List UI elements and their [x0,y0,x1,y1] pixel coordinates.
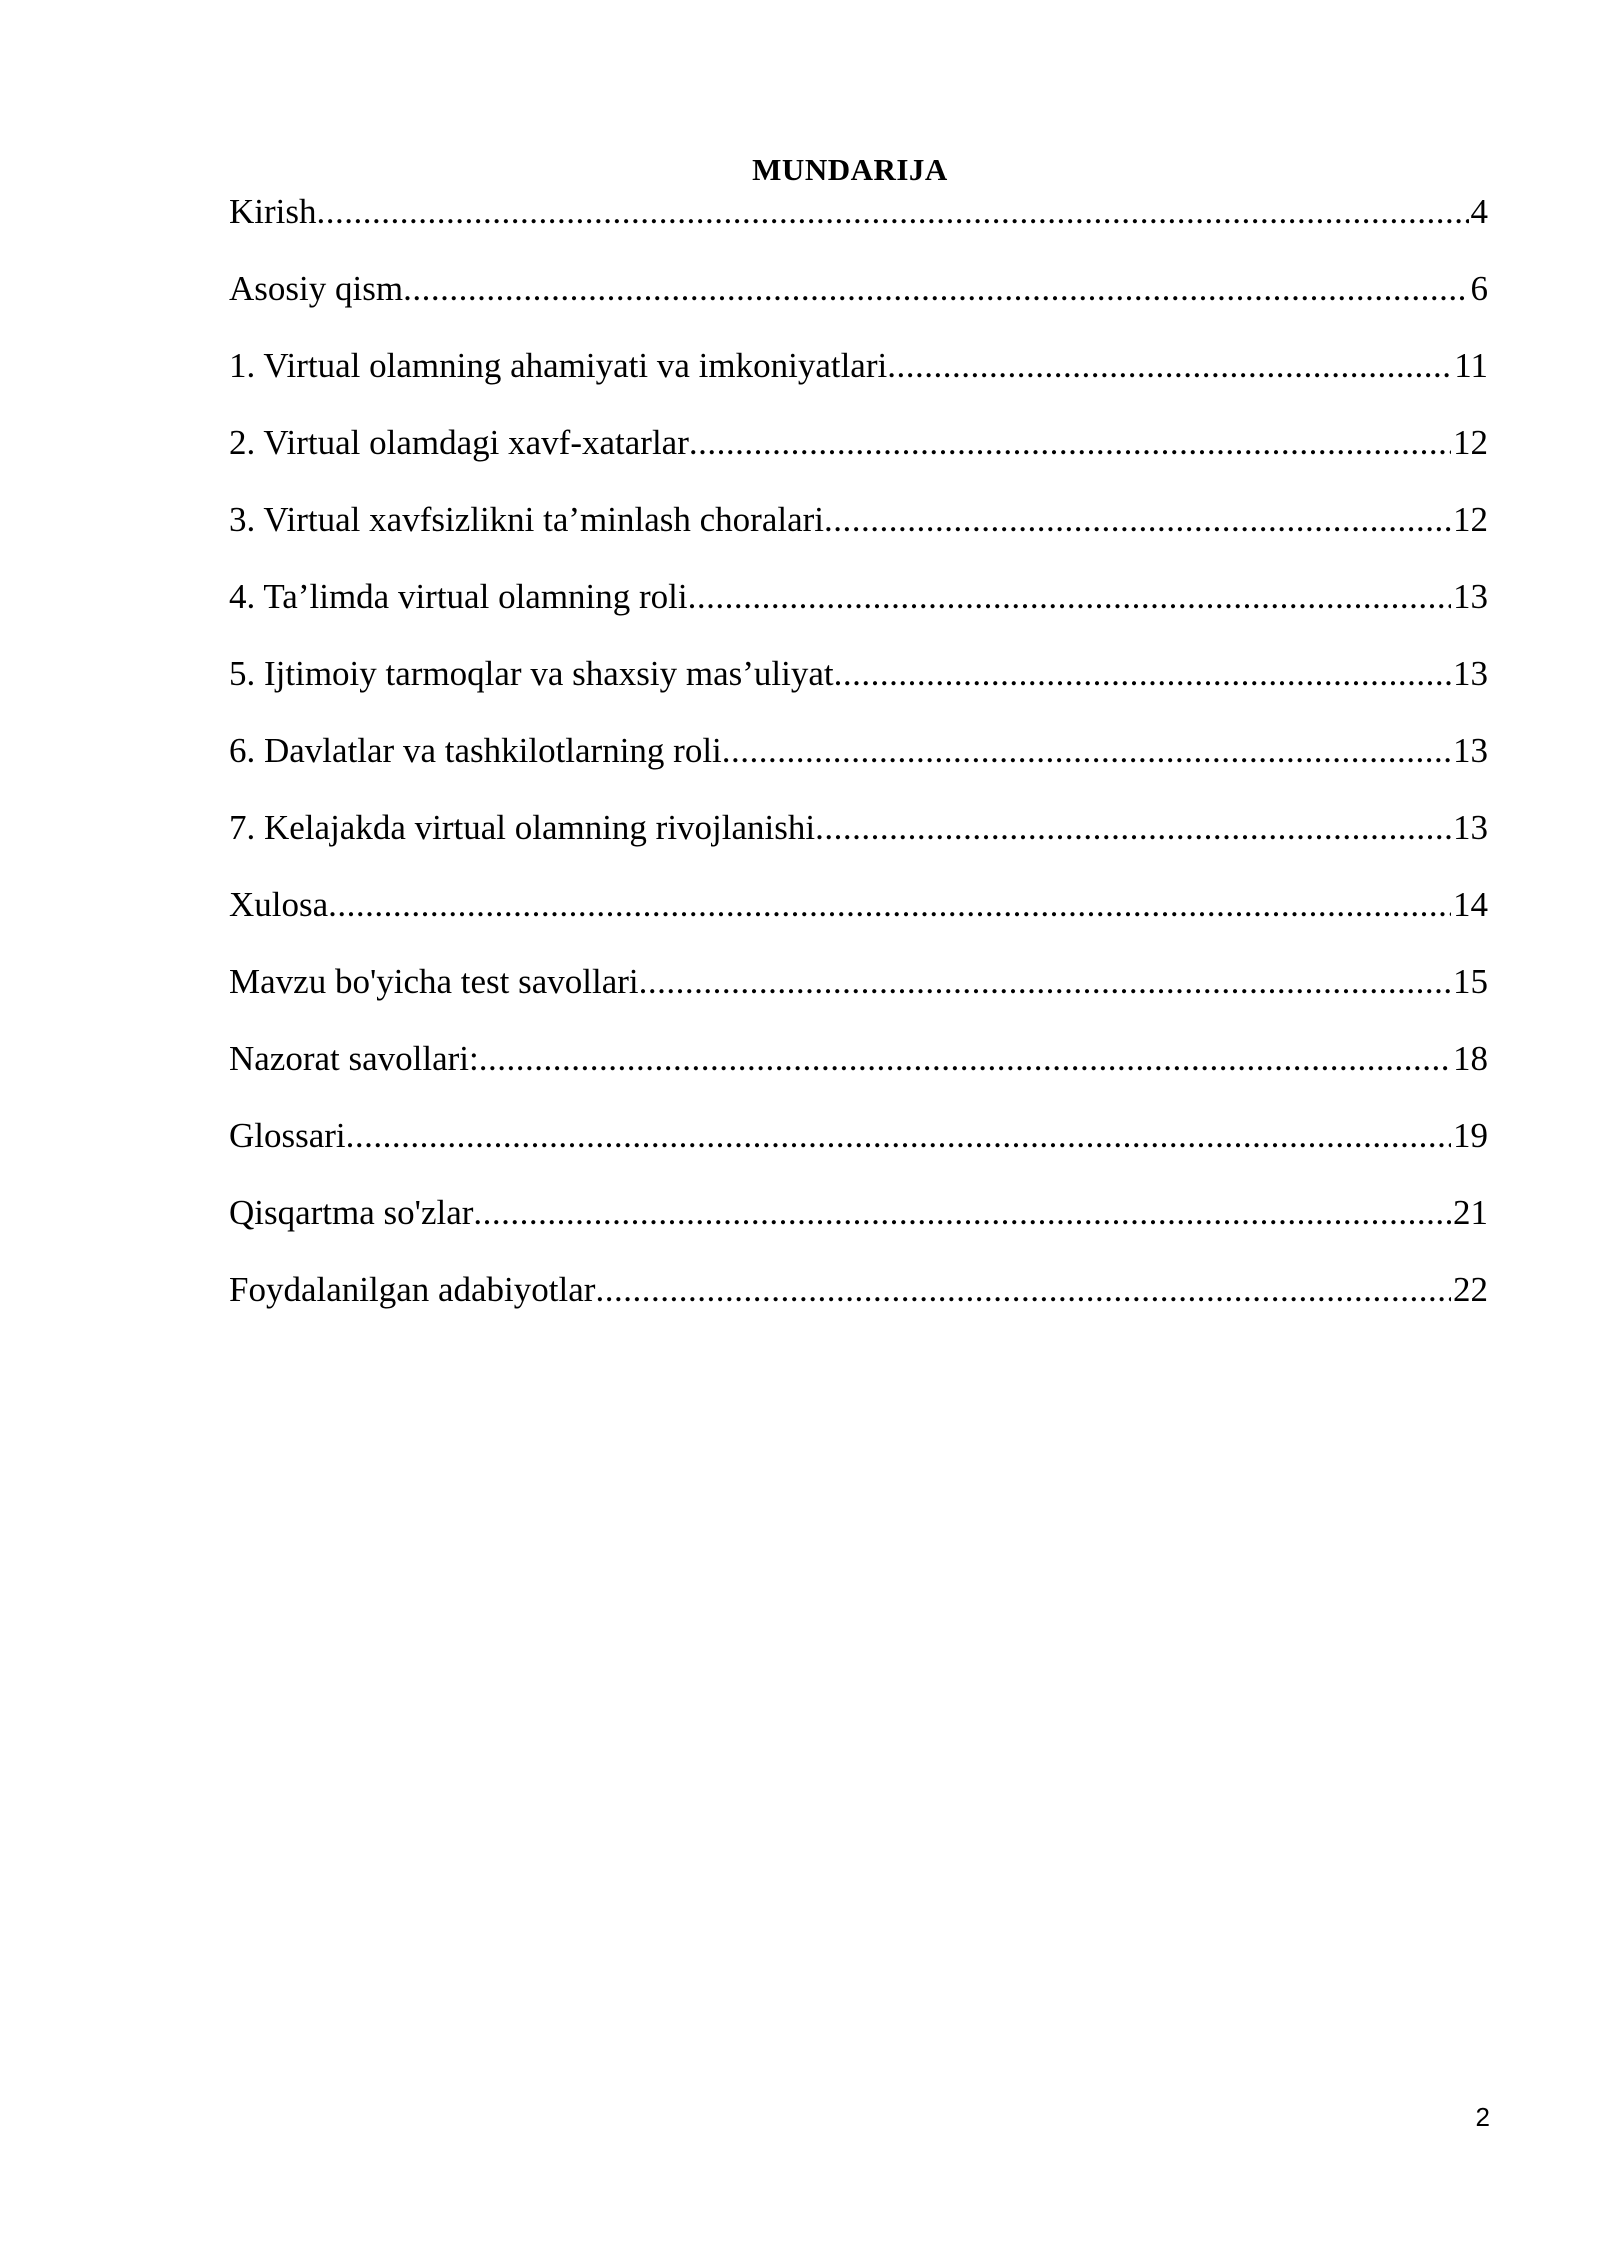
toc-entry[interactable] [229,344,1488,421]
toc-entry[interactable] [229,498,1488,575]
toc-entry-label: 1. Virtual olamning ahamiyati va imkoniyatlari [229,346,888,385]
toc-entry-page: 19 [1453,1116,1488,1155]
toc-dot-leader [834,652,1451,696]
toc-entry[interactable] [229,1114,1488,1191]
toc-entry[interactable] [229,960,1488,1037]
toc-entry-label: Asosiy qism [229,269,404,308]
toc-dot-leader [317,190,1469,234]
toc-entry-page: 6 [1470,269,1488,308]
toc-dot-leader [473,1191,1451,1235]
toc-entry-label: Mavzu bo'yicha test savollari [229,962,639,1001]
toc-entry-page: 12 [1453,423,1488,462]
table-of-contents [229,190,1488,1345]
toc-entry-label: Qisqartma so'zlar [229,1193,474,1232]
toc-dot-leader [689,421,1451,465]
toc-entry-page: 22 [1453,1270,1488,1309]
toc-entry[interactable] [229,190,1488,267]
toc-title: MUNDARIJA [752,152,948,187]
toc-entry[interactable] [229,652,1488,729]
toc-entry-page: 18 [1453,1039,1488,1078]
toc-entry-page: 13 [1453,654,1488,693]
toc-entry-page: 13 [1453,731,1488,770]
toc-entry-label: 7. Kelajakda virtual olamning rivojlanishi [229,808,816,847]
toc-dot-leader [639,960,1451,1004]
toc-entry-label: Glossari [229,1116,346,1155]
toc-entry[interactable] [229,883,1488,960]
toc-dot-leader [479,1037,1451,1081]
toc-dot-leader [688,575,1451,619]
toc-entry[interactable] [229,267,1488,344]
toc-dot-leader [887,344,1452,388]
toc-entry-label: 2. Virtual olamdagi xavf-xatarlar [229,423,689,462]
toc-entry[interactable] [229,729,1488,806]
toc-entry-label: 6. Davlatlar va tashkilotlarning roli [229,731,722,770]
toc-entry[interactable] [229,806,1488,883]
toc-entry-page: 12 [1453,500,1488,539]
toc-entry-page: 4 [1470,192,1488,231]
toc-entry-label: 3. Virtual xavfsizlikni ta’minlash choralari [229,500,824,539]
toc-entry[interactable] [229,1268,1488,1345]
toc-entry-page: 13 [1453,808,1488,847]
toc-entry-label: Foydalanilgan adabiyotlar [229,1270,596,1309]
toc-entry-label: 5. Ijtimoiy tarmoqlar va shaxsiy mas’uliyat [229,654,834,693]
toc-dot-leader [722,729,1451,773]
toc-entry-page: 14 [1453,885,1488,924]
toc-entry-label: 4. Ta’limda virtual olamning roli [229,577,688,616]
toc-entry-label: Nazorat savollari: [229,1039,479,1078]
toc-dot-leader [824,498,1451,542]
toc-entry[interactable] [229,1191,1488,1268]
toc-entry[interactable] [229,1037,1488,1114]
toc-entry-label: Kirish [229,192,317,231]
toc-dot-leader [595,1268,1451,1312]
toc-entry[interactable] [229,421,1488,498]
toc-entry-page: 15 [1453,962,1488,1001]
toc-entry-page: 11 [1454,346,1488,385]
toc-entry[interactable] [229,575,1488,652]
toc-dot-leader [815,806,1451,850]
toc-entry-label: Xulosa [229,885,329,924]
page-number: 2 [1475,2102,1490,2132]
toc-dot-leader [346,1114,1451,1158]
toc-dot-leader [403,267,1468,311]
toc-entry-page: 21 [1453,1193,1488,1232]
toc-dot-leader [328,883,1451,927]
toc-entry-page: 13 [1453,577,1488,616]
